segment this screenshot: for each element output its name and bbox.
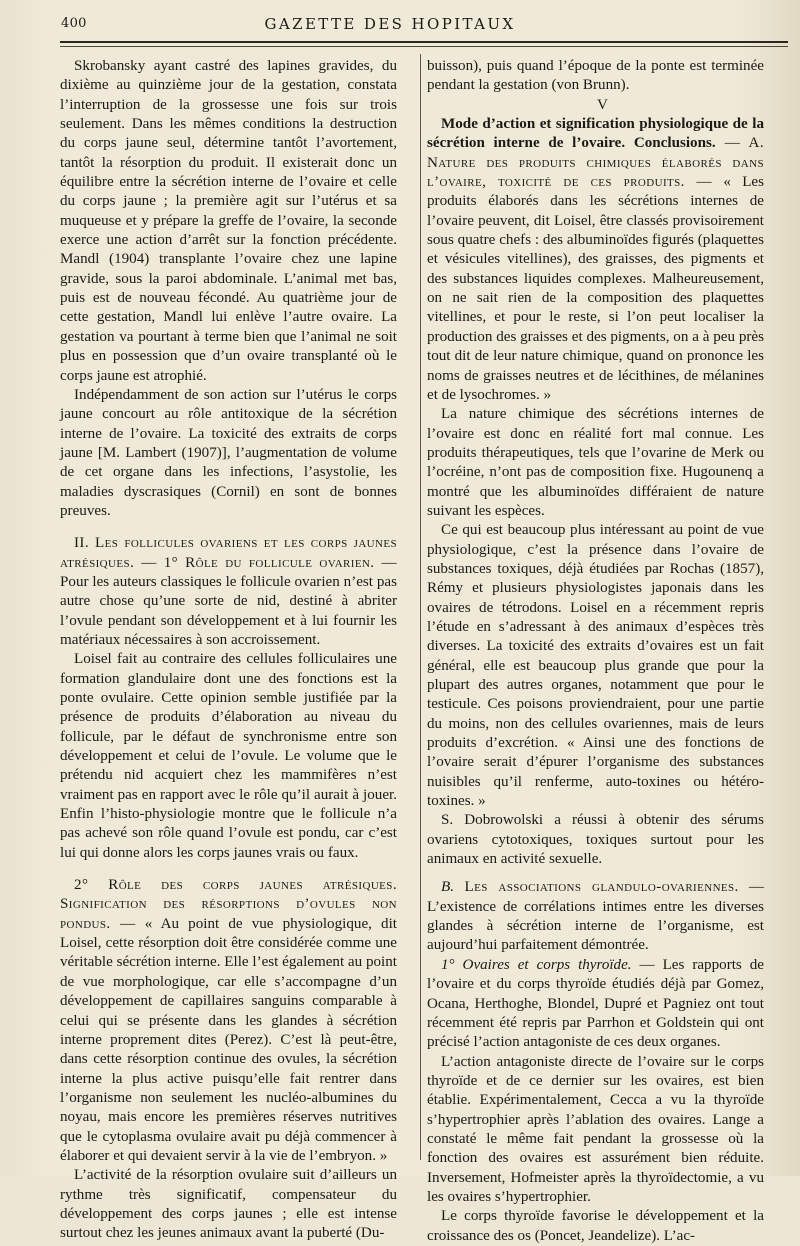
section-heading: 2° Rôle des corps jaunes atrésiques. Signification des résorptions d’ovules non pondus. — bbox=[60, 877, 397, 932]
column-divider bbox=[420, 54, 421, 1160]
section-paragraph bbox=[427, 956, 764, 1053]
section-text: — Les rapports de l’ovaire et du corps thyroïde étudiés déjà par Gomez, Ocana, Herthoghe, Blondel, Dupré et Pagniez ont tout récemment été repris par Parrhon et Goldstein qui ont précisé l’action antagoniste de ces deux organes. bbox=[427, 956, 764, 1051]
paragraph: L’activité de la résorption ovulaire suit d’ailleurs un rythme très significatif, compensateur du développement des corps jaunes ; elle est intense surtout chez les jeunes animaux avant la puberté (Du- bbox=[60, 1167, 397, 1242]
section-letter: B. bbox=[441, 879, 454, 896]
section-subheading: — A. Nature des produits chimiques élaborés dans l’ovaire, toxicité de ces produits. — bbox=[427, 135, 765, 191]
section-text: « Au point de vue physiologique, dit Loisel, cette résorption doit être considérée comme une véritable sécrétion interne. Elle l’est également au point de vue morphologique, car elle s’accompagne d’un développement de capillaires sanguins comparable à celui qui se présente dans les glandes à sécrétion interne proprement dites (Perez). C’est là peut-être, dans cette résorption continue des ovules, la sécrétion interne la plus active puisqu’elle fait rentrer dans l’organisme non seulement les nucléo-albumines du noyau, mais encore les premières réserves nutritives que le cytoplasma ovulaire avait pu déjà commencer à élaborer et qui devaient servir à la vie de l’embryon. » bbox=[60, 915, 397, 1164]
paragraph: Loisel fait au contraire des cellules folliculaires une formation glandulaire dont une des fonctions est la ponte ovulaire. Cette opinion semble justifiée par la présence de produits d’élaboration au niveau du follicule, par le défaut de synchronisme entre son développement et celui de l’ovule. Le volume que le prétendu nid acquiert chez les mammifères n’est vraiment pas en rapport avec le rôle qu’il aurait à jouer. Enfin l’histo-physiologie montre que le follicule n’a pas achevé son rôle quand l’ovule est pondu, car c’est lui qui donne alors les corps jaunes vrais ou faux. bbox=[60, 651, 397, 861]
running-title: GAZETTE DES HOPITAUX bbox=[264, 15, 516, 33]
paragraph: Le corps thyroïde favorise le développement et la croissance des os (Poncet, Jeandelize). L’ac- bbox=[427, 1208, 764, 1244]
header-rule-thin bbox=[60, 46, 788, 47]
paragraph: Ce qui est beaucoup plus intéressant au point de vue physiologique, c’est la présence dans l’ovaire de substances toxiques, déjà étudiées par Rochas (1857), Rémy et plusieurs physiologistes japonais dans les ovaires de tétrodons. Loisel en a récemment repris l’étude en s’adressant à des animaux d’espèces très diverses. La toxicité des extraits d’ovaires est un fait général, elle est beaucoup plus grande que pour la plupart des autres organes, notamment que pour le testicule. Ces poisons proviendraient, pour une partie du moins, non des cellules ovariennes, mais de leurs produits d’excrétion. « Ainsi une des fonctions de l’ovaire serait d’épurer l’organisme des substances nuisibles qu’il renferme, auto-toxines ou hétéro-toxines. » bbox=[427, 522, 764, 810]
section-heading: II. Les follicules ovariens et les corps jaunes atrésiques. — 1° Rôle du follicule ovarien. — bbox=[60, 535, 397, 571]
paragraph: Indépendamment de son action sur l’utérus le corps jaune concourt au rôle antitoxique de la sécrétion interne de l’ovaire. La toxicité des extraits de corps jaune [M. Lambert (1907)], l’augmentation de volume de cet organe dans les infections, l’asystolie, les maladies dyscrasiques (Cornil) en sont de bonnes preuves. bbox=[60, 386, 397, 519]
subsection-heading: 1° Ovaires et corps thyroïde. bbox=[441, 956, 632, 973]
header-rule-thick bbox=[60, 41, 788, 43]
page-number: 400 bbox=[61, 16, 87, 31]
section-number: V bbox=[597, 96, 608, 113]
left-column bbox=[60, 57, 397, 1244]
section-text: « Les produits élaborés dans les sécrétions internes de l’ovaire peuvent, dit Loisel, être classés provisoirement sous quatre chefs : des albuminoïdes figurés (plaquettes et vésicules vitellines), des graisses, des pigments et des substances liquides complexes. Malheureusement, on ne sait rien de la composition des plaquettes vitellines, et pour le reste, si l’on peut localiser la production des graisses et des pigments, on a à peu près tout dit de leur nature chimique, quand on prononce les noms de graisses neutres et de lécithines, de mélanines et de lysochromes. » bbox=[427, 174, 764, 403]
section-text: Pour les auteurs classiques le follicule ovarien n’est pas autre chose qu’une sorte de nid, destiné à abriter l’ovule pendant son développement et à lui fournir les matériaux nécessaires à son accroissement. bbox=[60, 573, 397, 648]
spacer bbox=[60, 521, 397, 534]
right-column bbox=[427, 57, 764, 1246]
section-paragraph bbox=[60, 876, 397, 1166]
section-title: Mode d’action et signification physiologique de la sécrétion interne de l’ovaire. Conclusions. bbox=[427, 116, 764, 152]
section-paragraph bbox=[60, 534, 397, 650]
section-text: — L’existence de corrélations intimes entre les diverses glandes à sécrétion interne de l’organisme, est aujourd’hui parfaitement démontrée. bbox=[427, 879, 764, 954]
paragraph: La nature chimique des sécrétions internes de l’ovaire est donc en réalité fort mal connue. Les produits thérapeutiques, tels que l’ovarine de Merk ou l’ocréine, n’ont pas de composition fixe. Hugounenq a montré que les albuminoïdes différaient de nature suivant les espèces. bbox=[427, 406, 764, 519]
paragraph: Skrobansky ayant castré des lapines gravides, du dixième au quinzième jour de la gestation, constata l’interruption de la grossesse une fois sur trois seulement. Dans les mêmes conditions la destruction du corps jaune seul, détermine tantôt l’avortement, tantôt la résorption du produit. Il existerait donc un équilibre entre la sécrétion interne de l’ovaire et celle du corps jaune ; la première agit sur l’utérus et sa muqueuse et y prépare la greffe de l’ovaire, la seconde exerce une action d’arrêt sur la fonction précédente. Mandl (1904) transplante l’ovaire chez une lapine gravide, sous la paroi abdominale. L’animal met bas, puis est de nouveau fécondé. Au quatrième jour de cette gestation, Mandl lui enlève l’autre ovaire. La gestation va pourtant à terme bien que l’animal ne soit plus en possession que d’un ovaire transplanté où le corps jaune est atrophié. bbox=[60, 58, 397, 384]
section-paragraph bbox=[427, 115, 764, 405]
spacer bbox=[60, 863, 397, 876]
section-paragraph bbox=[427, 878, 764, 955]
paragraph: L’action antagoniste directe de l’ovaire sur le corps thyroïde et de ce dernier sur les ovaires, est bien établie. Expérimentalement, Cecca a vu la thyroïde s’hypertrophier après l’ablation des ovaires. Lange a constaté le même fait pendant la grossesse où la fonction des ovaires est assurément bien réduite. Inversement, Hofmeister après la thyroïdectomie, a vu les ovaires s’hypertrophier. bbox=[427, 1053, 764, 1205]
spacer bbox=[427, 869, 764, 878]
paragraph: S. Dobrowolski a réussi à obtenir des sérums ovariens cytotoxiques, toxiques surtout pour les animaux en activité sexuelle. bbox=[427, 812, 764, 868]
paragraph: buisson), puis quand l’époque de la ponte est terminée pendant la gestation (von Brunn). bbox=[427, 58, 764, 94]
section-heading: Les associations glandulo-ovariennes. bbox=[454, 879, 739, 896]
